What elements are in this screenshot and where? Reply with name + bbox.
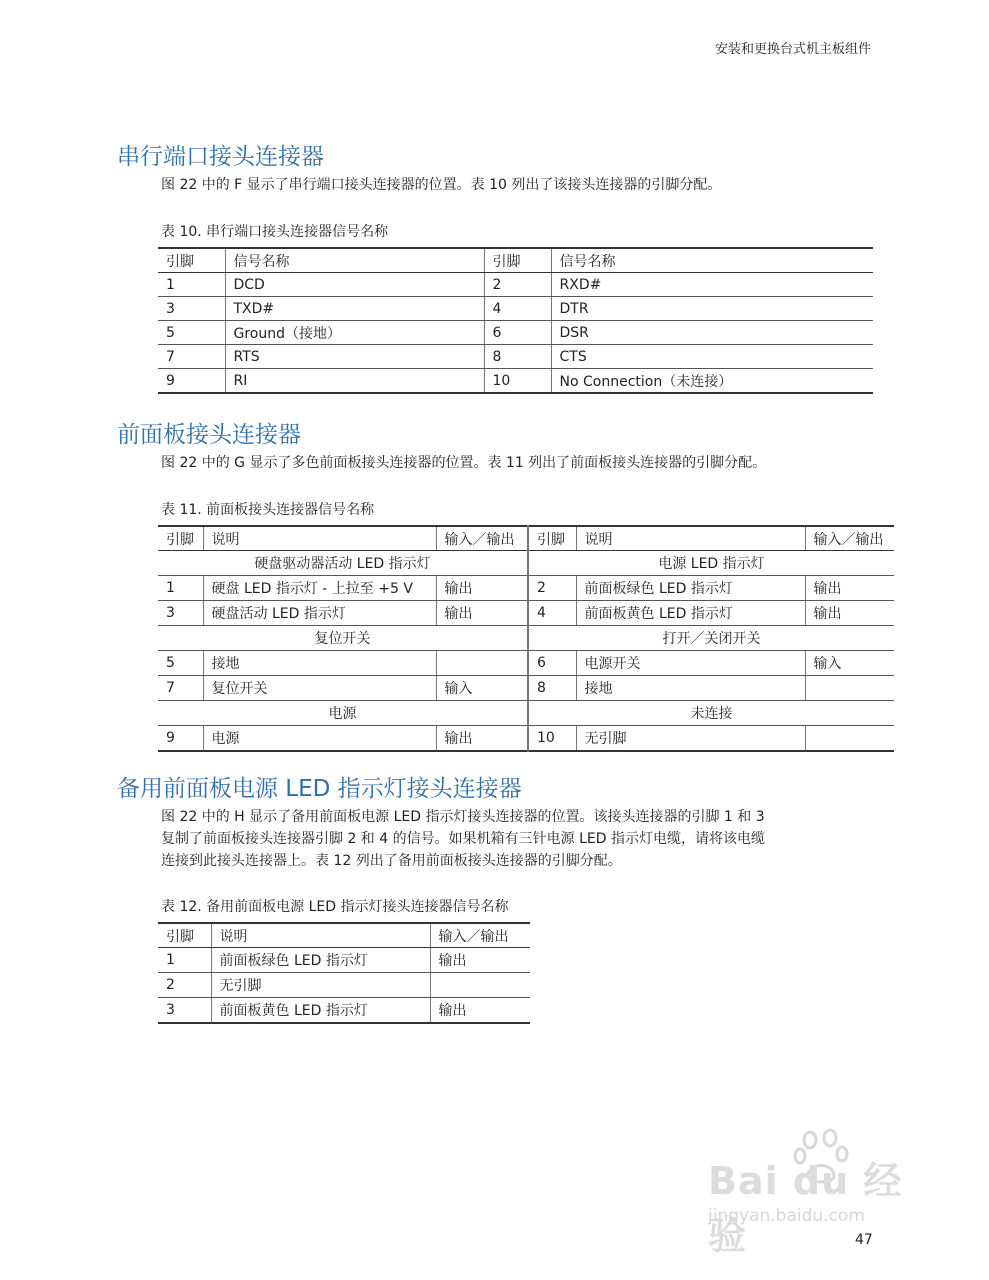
cell-signal: DSR [551, 321, 873, 345]
cell-signal: RXD# [551, 273, 873, 297]
cell-pin: 7 [158, 676, 203, 701]
cell-pin: 2 [484, 273, 551, 297]
section-paragraph-serial-port: 图 22 中的 F 显示了串行端口接头连接器的位置。表 10 列出了该接头连接器的引脚分配。 [161, 177, 722, 193]
table-header-row [158, 248, 873, 273]
header-signal-name: 信号名称 [225, 248, 484, 273]
table-row [158, 345, 873, 369]
cell-io [805, 726, 894, 752]
section-title-alt-power-led: 备用前面板电源 LED 指示灯接头连接器 [117, 776, 522, 802]
header-pin: 引脚 [484, 248, 551, 273]
cell-pin: 1 [158, 273, 225, 297]
table-row [158, 576, 894, 601]
cell-description: 电源 [203, 726, 436, 752]
table-10-caption: 表 10. 串行端口接头连接器信号名称 [161, 224, 389, 240]
cell-description: 电源开关 [576, 651, 805, 676]
cell-pin: 10 [528, 726, 576, 752]
header-pin: 引脚 [158, 526, 203, 551]
cell-pin: 4 [528, 601, 576, 626]
section-paragraph-front-panel: 图 22 中的 G 显示了多色前面板接头连接器的位置。表 11 列出了前面板接头连接器的引脚分配。 [161, 455, 767, 471]
table-11-front-panel-pins [158, 525, 894, 752]
cell-pin: 3 [166, 1002, 175, 1018]
cell-pin: 7 [158, 345, 225, 369]
cell-description: 复位开关 [203, 676, 436, 701]
table-header-row [158, 923, 530, 948]
paragraph-line: 复制了前面板接头连接器引脚 2 和 4 的信号。如果机箱有三针电源 LED 指示灯电缆，请将该电缆 [161, 831, 765, 847]
cell-io: 输入 [436, 676, 528, 701]
cell-description: 接地 [203, 651, 436, 676]
table-11-caption: 表 11. 前面板接头连接器信号名称 [161, 502, 375, 518]
section-title-front-panel: 前面板接头连接器 [117, 422, 301, 448]
header-pin: 引脚 [528, 526, 576, 551]
table-row [158, 998, 530, 1024]
group-label: 电源 LED 指示灯 [528, 551, 894, 576]
cell-pin: 5 [158, 321, 225, 345]
table-row [158, 273, 873, 297]
paragraph-line: 图 22 中的 H 显示了备用前面板电源 LED 指示灯接头连接器的位置。该接头连接器的引脚 1 和 3 [161, 809, 765, 825]
cell-io: 输出 [805, 576, 894, 601]
cell-signal: RI [225, 369, 484, 394]
header-io: 输入／输出 [436, 526, 528, 551]
header-io: 输入／输出 [430, 923, 530, 948]
group-row [158, 626, 894, 651]
cell-pin: 8 [528, 676, 576, 701]
running-header: 安装和更换台式机主板组件 [714, 42, 871, 57]
cell-description: 前面板绿色 LED 指示灯 [576, 576, 805, 601]
cell-description: 硬盘 LED 指示灯 - 上拉至 +5 V [203, 576, 436, 601]
page-number: 47 [855, 1232, 873, 1248]
cell-pin: 3 [158, 297, 225, 321]
paragraph-line: 连接到此接头连接器上。表 12 列出了备用前面板接头连接器的引脚分配。 [161, 853, 622, 869]
table-header-row [158, 526, 894, 551]
table-12-caption: 表 12. 备用前面板电源 LED 指示灯接头连接器信号名称 [161, 899, 509, 915]
baidu-jingyan-watermark [700, 1130, 940, 1258]
cell-description: 前面板绿色 LED 指示灯 [211, 948, 430, 973]
table-row [158, 726, 894, 752]
table-row [158, 973, 530, 998]
section-paragraph-alt-power-led [161, 806, 871, 872]
cell-description: 无引脚 [576, 726, 805, 752]
cell-pin: 9 [166, 372, 175, 389]
cell-io: 输出 [436, 726, 528, 752]
table-12-alt-power-led-pins [158, 922, 530, 1024]
watermark-logo-text: Bai du 经验 [708, 1159, 903, 1258]
cell-description: 前面板黄色 LED 指示灯 [576, 601, 805, 626]
header-description: 说明 [211, 923, 430, 948]
cell-pin: 5 [158, 651, 203, 676]
group-label: 硬盘驱动器活动 LED 指示灯 [158, 551, 528, 576]
cell-io [436, 651, 528, 676]
table-row [158, 948, 530, 973]
header-pin: 引脚 [158, 923, 211, 948]
group-label: 打开／关闭开关 [528, 626, 894, 651]
header-description: 说明 [576, 526, 805, 551]
cell-pin: 4 [484, 297, 551, 321]
group-label: 电源 [158, 701, 528, 726]
cell-pin: 6 [528, 651, 576, 676]
header-pin: 引脚 [158, 248, 225, 273]
cell-io [430, 973, 530, 998]
cell-signal: DCD [225, 273, 484, 297]
cell-io: 输入 [805, 651, 894, 676]
table-row [158, 601, 894, 626]
cell-signal: DTR [551, 297, 873, 321]
cell-io: 输出 [430, 948, 530, 973]
cell-io: 输出 [430, 998, 530, 1024]
table-row [158, 321, 873, 345]
group-row [158, 551, 894, 576]
cell-signal: TXD# [225, 297, 484, 321]
cell-signal: CTS [551, 345, 873, 369]
cell-signal: Ground（接地） [225, 321, 484, 345]
cell-description: 接地 [576, 676, 805, 701]
cell-description: 硬盘活动 LED 指示灯 [203, 601, 436, 626]
cell-pin: 2 [528, 576, 576, 601]
table-row [158, 651, 894, 676]
cell-pin: 9 [166, 730, 175, 746]
watermark-url: jingyan.baidu.com [708, 1206, 865, 1226]
cell-io [805, 676, 894, 701]
cell-pin: 2 [158, 973, 211, 998]
cell-io: 输出 [805, 601, 894, 626]
cell-pin: 6 [484, 321, 551, 345]
cell-pin: 10 [484, 369, 551, 394]
table-row [158, 676, 894, 701]
cell-description: 前面板黄色 LED 指示灯 [211, 998, 430, 1024]
cell-signal: RTS [225, 345, 484, 369]
cell-pin: 1 [158, 576, 203, 601]
cell-signal: No Connection（未连接） [551, 369, 873, 394]
table-10-serial-pins [158, 247, 873, 394]
header-signal-name: 信号名称 [551, 248, 873, 273]
cell-io: 输出 [436, 576, 528, 601]
table-row [158, 297, 873, 321]
cell-pin: 8 [484, 345, 551, 369]
cell-description: 无引脚 [211, 973, 430, 998]
section-title-serial-port: 串行端口接头连接器 [117, 144, 324, 170]
header-description: 说明 [203, 526, 436, 551]
group-row [158, 701, 894, 726]
header-io: 输入／输出 [805, 526, 894, 551]
table-row [158, 369, 873, 394]
group-label: 未连接 [528, 701, 894, 726]
group-label: 复位开关 [158, 626, 528, 651]
cell-pin: 3 [158, 601, 203, 626]
cell-io: 输出 [436, 601, 528, 626]
cell-pin: 1 [158, 948, 211, 973]
